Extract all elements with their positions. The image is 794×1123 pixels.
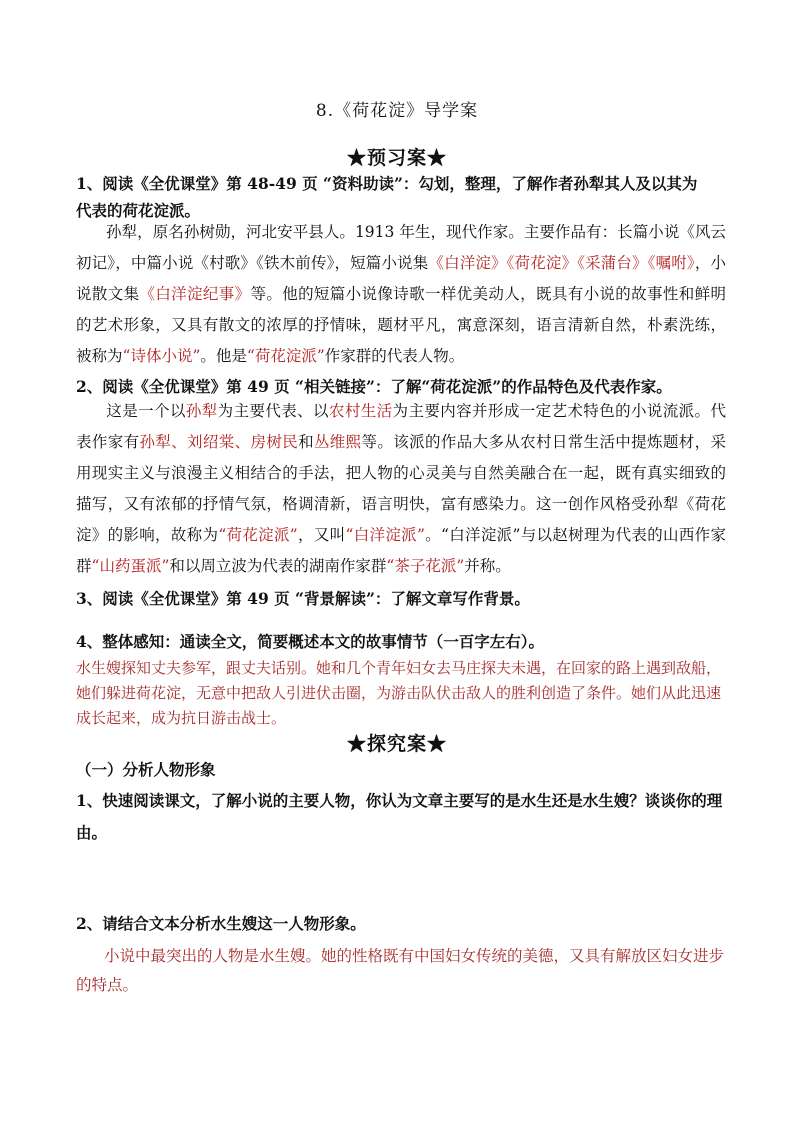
subsection-character-analysis: （一）分析人物形象 (76, 760, 216, 779)
answer-6: 小说中最突出的人物是水生嫂。她的性格既有中国妇女传统的美德，又具有解放区妇女进步的特点。 (76, 947, 725, 994)
question-1-line1: 1、阅读《全优课堂》第 48-49 页 “资料助读”：勾划，整理，了解作者孙犁其人及以其为 (76, 174, 698, 193)
answer-4: 水生嫂探知丈夫参军，跟丈夫话别。她和几个青年妇女去马庄探夫未遇，在回家的路上遇到敌船，她们躲进荷花淀，无意中把敌人引进伏击圈，为游击队伏击敌人的胜利创造了条件。她们从此迅速成长起来，成为抗日游击战士。 (76, 659, 722, 727)
page-title: 8.《荷花淀》导学案 (315, 101, 479, 121)
section-heading-preview: ★预习案★ (346, 147, 447, 169)
question-2: 2、阅读《全优课堂》第 49 页 “相关链接”：了解“荷花淀派”的作品特色及代表作家。 (76, 377, 672, 396)
question-4: 4、整体感知：通读全文，简要概述本文的故事情节（一百字左右）。 (76, 632, 545, 651)
section-heading-explore: ★探究案★ (346, 733, 447, 755)
highlight-prose: 《白洋淀纪事》 (139, 285, 251, 303)
highlight-works: 《白洋淀》《荷花淀》《采蒲台》《嘱咐》 (428, 254, 695, 272)
question-3: 3、阅读《全优课堂》第 49 页 “背景解读”：了解文章写作背景。 (76, 589, 530, 608)
question-6: 2、请结合文本分析水生嫂这一人物形象。 (76, 914, 366, 933)
question-5: 1、快速阅读课文，了解小说的主要人物，你认为文章主要写的是水生还是水生嫂？谈谈你的理由。 (76, 791, 723, 842)
highlight-poetic-novel: “诗体小说” (122, 347, 201, 365)
highlight-school: “荷花淀派” (246, 347, 325, 365)
question-1-line2: 代表的荷花淀派。 (76, 201, 201, 220)
paragraph-author-intro: 孙犁，原名孙树勋，河北安平县人。1913 年生，现代作家。主要作品有：长篇小说《风云初记》，中篇小说《村歌》《铁木前传》，短篇小说集《白洋淀》《荷花淀》《采蒲台》《嘱咐》，小说散文集《白洋淀纪事》等。他的短篇小说像诗歌一样优美动人，既具有小说的故事性和鲜明的艺术形象，又具有散文的浓厚的抒情味，题材平凡，寓意深刻，语言清新自然，朴素洗练，被称为“诗体小说”。他是“荷花淀派”作家群的代表人物。 (76, 223, 726, 365)
paragraph-school-intro: 这是一个以孙犁为主要代表、以农村生活为主要内容并形成一定艺术特色的小说流派。代表作家有孙犁、刘绍棠、房树民和丛维熙等。该派的作品大多从农村日常生活中提炼题材，采用现实主义与浪漫主义相结合的手法，把人物的心灵美与自然美融合在一起，既有真实细致的描写，又有浓郁的抒情气氛，格调清新，语言明快，富有感染力。这一创作风格受孙犁《荷花淀》的影响，故称为“荷花淀派”，又叫“白洋淀派”。“白洋淀派”与以赵树理为代表的山西作家群“山药蛋派”和以周立波为代表的湖南作家群“茶子花派”并称。 (76, 402, 726, 575)
question-1 (76, 170, 726, 224)
